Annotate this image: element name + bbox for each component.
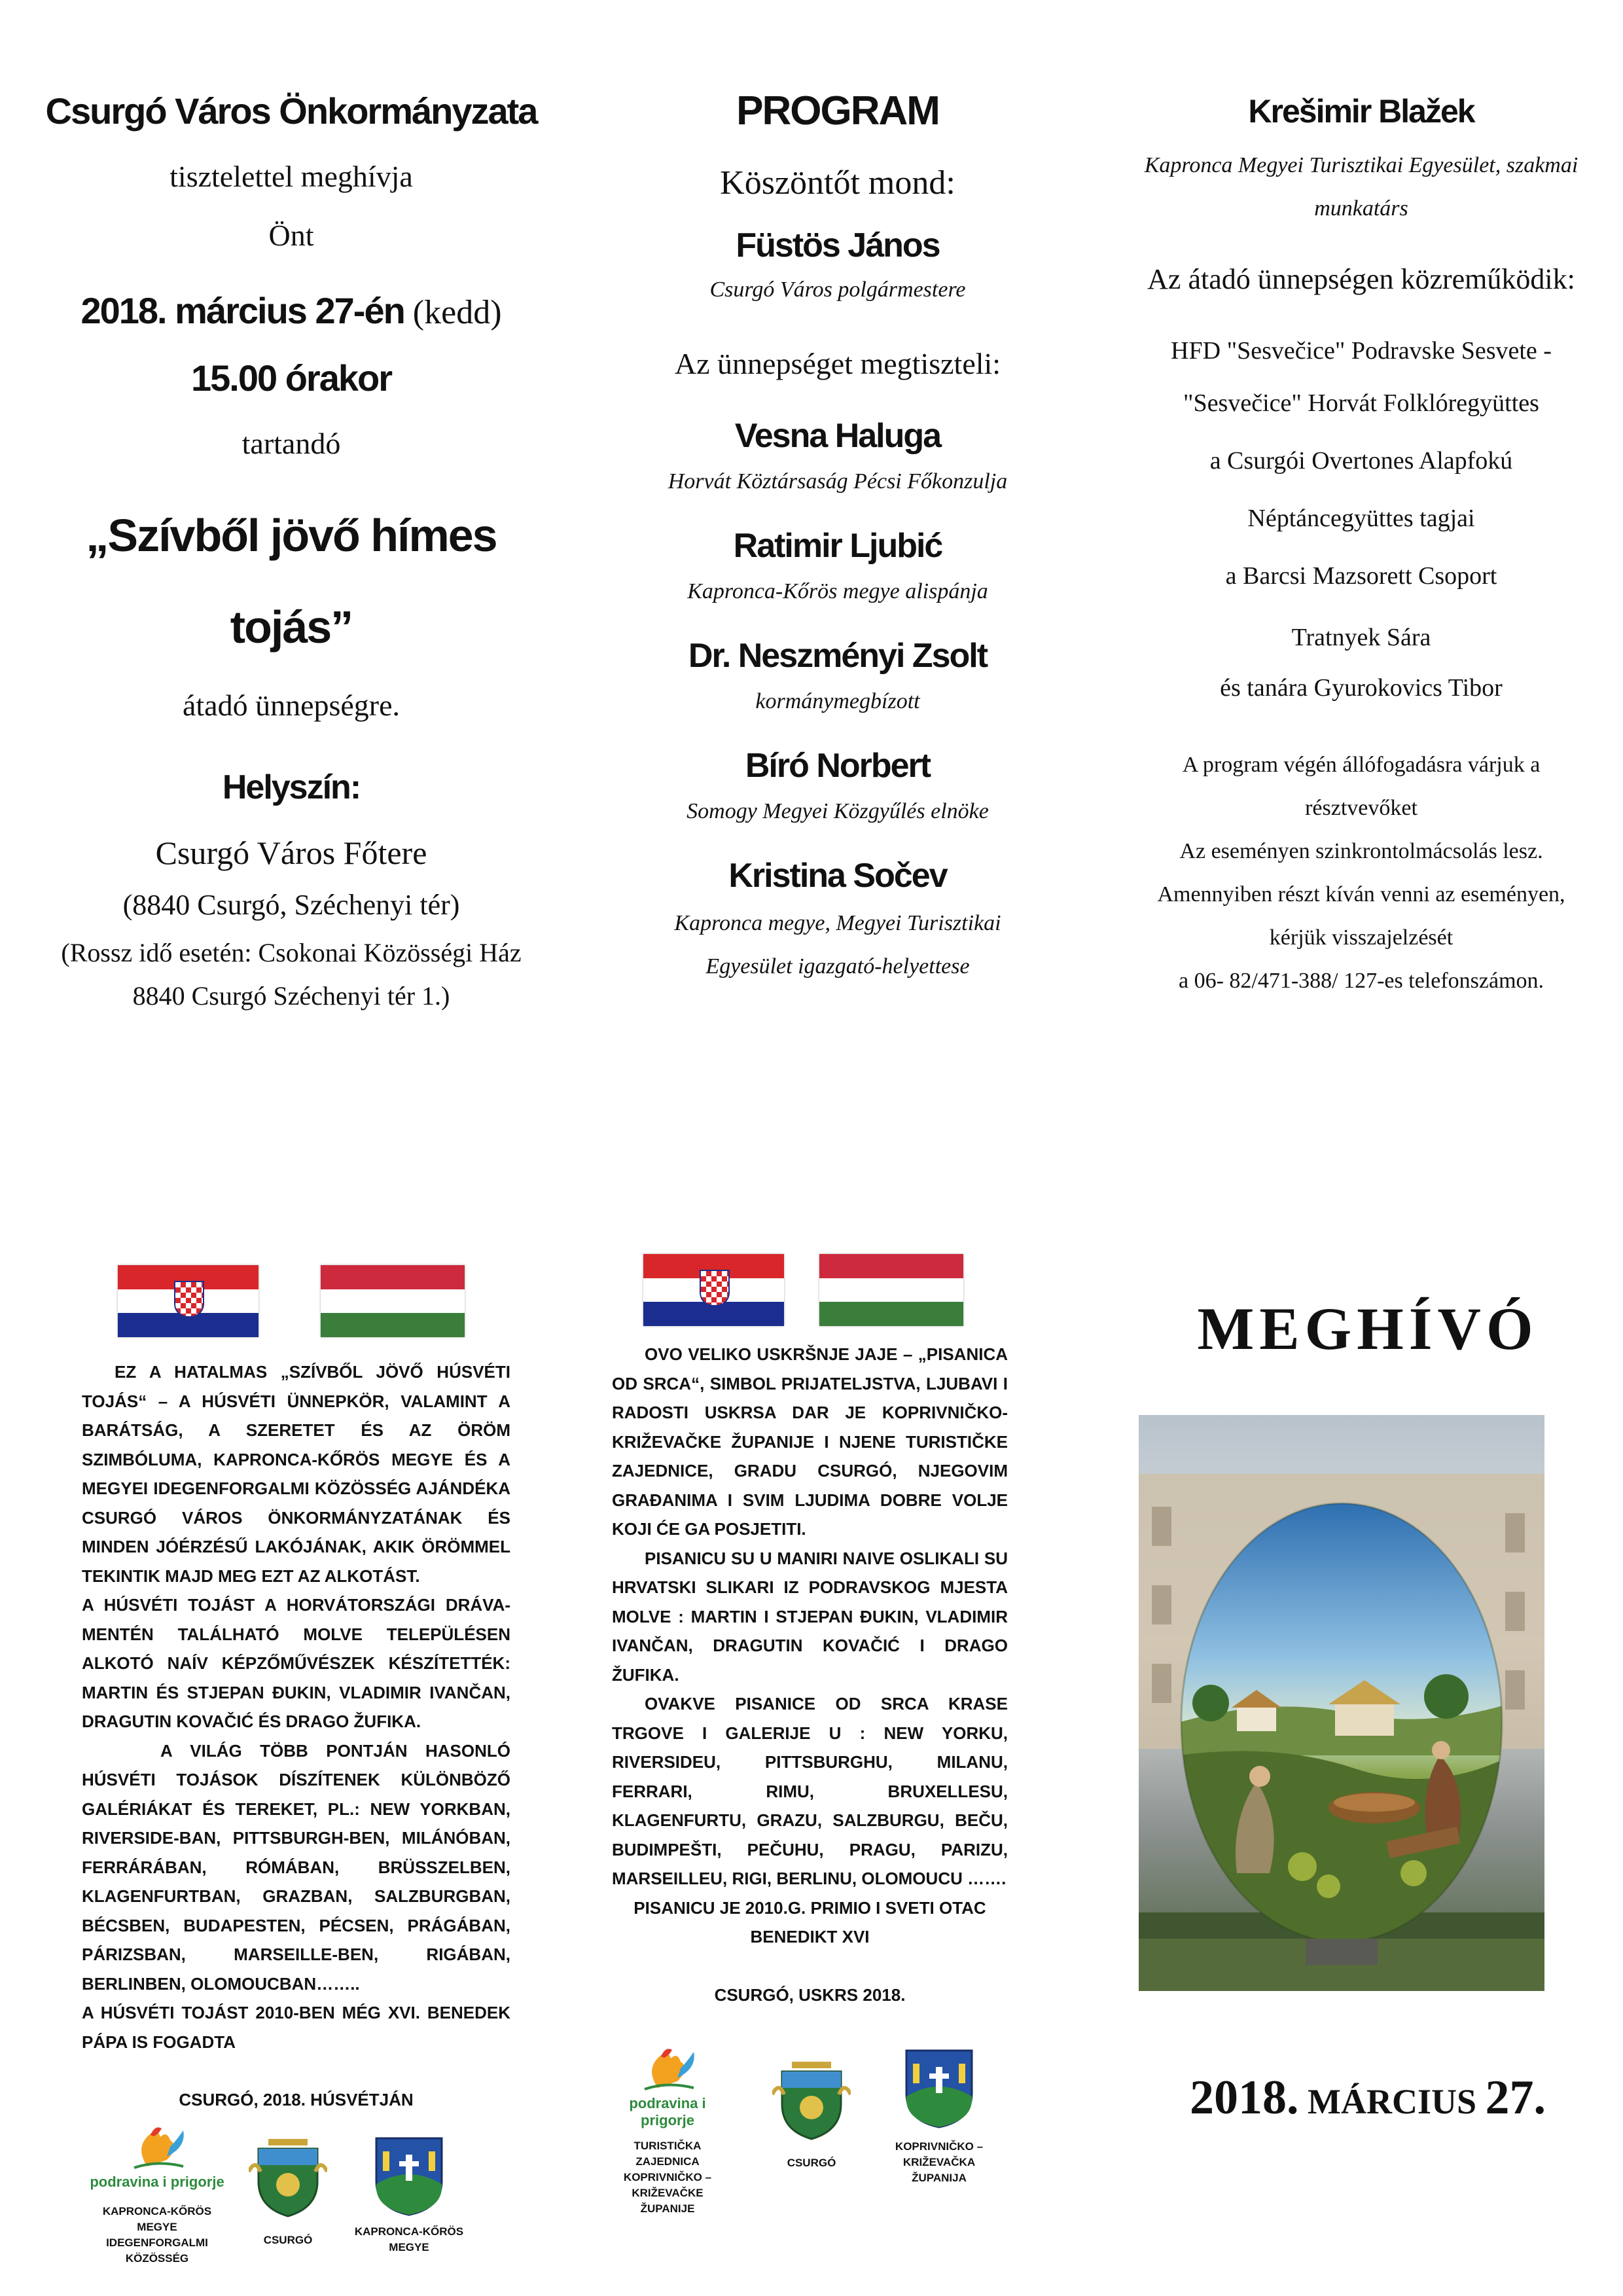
guest-role: kormánymegbízott: [755, 689, 920, 713]
invite-addressee: Önt: [268, 219, 314, 252]
rain-venue-line-1: (Rossz idő esetén: Csokonai Közösségi Ház: [61, 938, 522, 967]
town-caption: CSURGÓ: [787, 2157, 836, 2169]
tourism-brand-text: podravina i prigorje: [90, 2174, 224, 2190]
contributor-item: és tanára Gyurokovics Tibor: [1220, 674, 1503, 702]
venue-address: (8840 Csurgó, Széchenyi tér): [122, 889, 460, 921]
dedication-paragraph: OVO VELIKO USKRŠNJE JAJE – „PISANICA OD SRCA“, SIMBOL PRIJATELJSTVA, LJUBAVI I RADOSTI USKRSA DAR JE KOPRIVNIČKO-KRIŽEVAČKE ŽUPANIJE I NJENE TURISTIČKE ZAJEDNICE, GRADU CSURGÓ, NJEGOVIM GRAĐANIMA I SVIM LJUDIMA DOBRE VOLJE KOJI ĆE GA POSJETITI.: [612, 1344, 1008, 1539]
csurgo-crest-icon: [249, 2132, 327, 2217]
county-crest-icon: [903, 2047, 975, 2129]
county-coat-of-arms: [880, 2047, 998, 2186]
event-title-line-1: „Szívből jövő hímes: [86, 510, 497, 561]
rain-venue-line-2: 8840 Csurgó Széchenyi tér 1.): [132, 981, 450, 1011]
csurgo-coat-of-arms: [245, 2132, 330, 2248]
greeting-speaker: Füstös János: [736, 226, 940, 264]
contributor-item: Néptáncegyüttes tagjai: [1247, 505, 1475, 532]
note-line: a 06- 82/471-388/ 127-es telefonszámon.: [1178, 969, 1544, 993]
guest-role-continued: Egyesület igazgató-helyettese: [705, 954, 970, 978]
county-crest-icon: [373, 2135, 445, 2217]
guest-role: Somogy Megyei Közgyűlés elnöke: [687, 799, 989, 823]
event-intro: tartandó: [241, 427, 341, 460]
guest-name: Dr. Neszményi Zsolt: [688, 637, 988, 675]
tourism-board-logo: [85, 2121, 229, 2267]
tourism-board-logo: [602, 2042, 733, 2217]
venue-heading: Helyszín:: [222, 768, 361, 806]
guest-item: [576, 520, 1099, 611]
contributors-heading: Az átadó ünnepségen közreműködik:: [1147, 263, 1575, 295]
easter-egg-illustration: [1139, 1415, 1544, 1991]
rooster-icon: [632, 2042, 704, 2094]
cover-date-month: MÁRCIUS: [1298, 2082, 1486, 2121]
cover-date-day: 27.: [1485, 2071, 1546, 2125]
greeting-label: Köszöntőt mond:: [720, 164, 955, 202]
guest-name: Bíró Norbert: [745, 747, 931, 785]
dedication-paragraph: PISANICU SU U MANIRI NAIVE OSLIKALI SU HRVATSKI SLIKARI IZ PODRAVSKOG MJESTA MOLVE : MARTIN I STJEPAN ĐUKIN, VLADIMIR IVANČAN, DRAGUTIN KOVAČIĆ I DRAGO ŽUFIKA.: [612, 1548, 1008, 1685]
dedication-paragraph: PISANICU JE 2010.G. PRIMIO I SVETI OTAC BENEDIKT XVI: [633, 1897, 986, 1946]
contributor-item: HFD "Sesvečice" Podravske Sesvete -: [1171, 337, 1552, 365]
guest-role: Kapronca megye, Megyei Turisztikai: [674, 911, 1001, 935]
contributor-item: Tratnyek Sára: [1291, 624, 1431, 651]
cover-date: [1132, 2068, 1603, 2140]
contributor-item: a Csurgói Overtones Alapfokú: [1209, 447, 1513, 475]
cover-date-year: 2018.: [1189, 2071, 1299, 2125]
guest-item: [576, 410, 1099, 501]
csurgo-coat-of-arms: [769, 2055, 854, 2171]
town-caption: CSURGÓ: [263, 2234, 313, 2246]
event-date: [39, 275, 543, 349]
dedication-paragraph: EZ A HATALMAS „SZÍVBŐL JÖVŐ HÚSVÉTI TOJÁS“ – A HÚSVÉTI ÜNNEPKÖR, VALAMINT A BARÁTSÁG, A SZERETET ÉS AZ ÖRÖM SZIMBÓLUMA, KAPRONCA-KŐRÖS MEGYE ÉS A MEGYEI IDEGENFORGALMI KÖZÖSSÉG AJÁNDÉKA CSURGÓ VÁROS ÖNKORMÁNYZATÁNAK ÉS MINDEN JÓÉRZÉSŰ LAKÓJÁNAK, AKIK ÖRÖMMEL TEKINTIK MAJD MEG EZT AZ ALKOTÁST.: [82, 1362, 510, 1586]
contributor-item: a Barcsi Mazsorett Csoport: [1225, 562, 1497, 590]
croatian-flag: [643, 1254, 784, 1326]
tourism-board-caption: TURISTIČKA ZAJEDNICA KOPRIVNIČKO – KRIŽEVAČKE ŽUPANIJE: [623, 2140, 712, 2215]
dedication-signature: CSURGÓ, 2018. HÚSVÉTJÁN: [179, 2090, 414, 2109]
guest-role: Kapronca-Kőrös megye alispánja: [687, 579, 988, 603]
dedication-paragraph: A VILÁG TÖBB PONTJÁN HASONLÓ HÚSVÉTI TOJÁSOK DÍSZÍTENEK KÜLÖNBÖZŐ GALÉRIÁKAT ÉS TEREKET, PL.: NEW YORKBAN, RIVERSIDE-BAN, PITTSBURGH-BEN, MILÁNÓBAN, FERRÁRÁBAN, RÓMÁBAN, BRÜSSZELBEN, KLAGENFURTBAN, GRAZBAN, SALZBURGBAN, BÉCSBEN, BUDAPESTEN, PÉCSEN, PRÁGÁBAN, PÁRIZSBAN, MARSEILLE-BEN, RIGÁBAN, BERLINBEN, OLOMOUCBAN……..: [82, 1740, 510, 1994]
note-line: résztvevőket: [1305, 796, 1418, 820]
guest-name: Ratimir Ljubić: [733, 527, 942, 565]
croatian-flag: [118, 1265, 259, 1337]
contributors-column: [1126, 79, 1597, 1003]
county-caption: KOPRIVNIČKO – KRIŽEVAČKA ŽUPANIJA: [895, 2140, 984, 2184]
staff-role-line-2: munkatárs: [1314, 196, 1408, 221]
tourism-board-caption: KAPRONCA-KŐRÖS MEGYE IDEGENFORGALMI KÖZÖSSÉG: [102, 2205, 212, 2265]
event-title-line-2: tojás”: [230, 601, 353, 653]
event-time: 15.00 órakor: [191, 357, 391, 399]
note-line: Amennyiben részt kíván venni az eseményen,: [1157, 882, 1565, 906]
hungarian-flag: [819, 1254, 963, 1326]
program-column: [576, 79, 1099, 988]
guest-item: [576, 850, 1099, 988]
note-line: kérjük visszajelzését: [1269, 925, 1454, 950]
staff-role-line-1: Kapronca Megyei Turisztikai Egyesület, szakmai: [1144, 153, 1578, 177]
event-date-day: (kedd): [404, 294, 502, 331]
hungarian-flag: [321, 1265, 465, 1337]
croatian-coat-of-arms-icon: [700, 1270, 730, 1306]
croatian-coat-of-arms-icon: [174, 1281, 204, 1318]
dedication-paragraph: A HÚSVÉTI TOJÁST A HORVÁTORSZÁGI DRÁVA-MENTÉN TALÁLHATÓ MOLVE TELEPÜLÉSEN ALKOTÓ NAÍV KÉPZŐMŰVÉSZEK KÉSZÍTETTÉK: MARTIN ÉS STJEPAN ĐUKIN, VLADIMIR IVANČAN, DRAGUTIN KOVAČIĆ ÉS DRAGO ŽUFIKA.: [82, 1595, 510, 1731]
guest-role: Horvát Köztársaság Pécsi Főkonzulja: [668, 469, 1008, 493]
guest-item: [576, 630, 1099, 721]
cover-title: MEGHÍVÓ: [1197, 1295, 1539, 1362]
note-line: A program végén állófogadásra várjuk a: [1182, 753, 1541, 777]
county-caption: KAPRONCA-KŐRÖS MEGYE: [354, 2225, 464, 2253]
dedication-paragraph: A HÚSVÉTI TOJÁST 2010-BEN MÉG XVI. BENEDEK PÁPA IS FOGADTA: [82, 2003, 510, 2052]
csurgo-crest-icon: [772, 2055, 851, 2140]
contributor-item: "Sesvečice" Horvát Folklóregyüttes: [1183, 389, 1539, 417]
invite-line: tisztelettel meghívja: [169, 160, 413, 193]
program-heading: PROGRAM: [736, 88, 939, 134]
honor-label: Az ünnepséget megtiszteli:: [674, 347, 1001, 380]
guest-name: Vesna Haluga: [734, 417, 941, 455]
croatian-dedication-text: [612, 1340, 1008, 2009]
painted-easter-egg-photo: [1139, 1415, 1544, 1991]
dedication-signature: CSURGÓ, USKRS 2018.: [714, 1984, 906, 2005]
guest-name: Kristina Sočev: [728, 857, 947, 895]
staff-name: Krešimir Blažek: [1248, 93, 1474, 130]
venue-name: Csurgó Város Főtere: [155, 834, 427, 871]
guest-item: [576, 740, 1099, 831]
event-date-bold: 2018. március 27-én: [80, 290, 404, 331]
greeting-speaker-role: Csurgó Város polgármestere: [709, 278, 966, 302]
hungarian-dedication-text: [82, 1357, 510, 2115]
tourism-brand-text: podravina i prigorje: [629, 2095, 706, 2128]
dedication-paragraph: OVAKVE PISANICE OD SRCA KRASE TRGOVE I GALERIJE U : NEW YORKU, RIVERSIDEU, PITTSBURGHU, MILANU, FERRARI, RIMU, BRUXELLESU, KLAGENFURTU, GRAZU, SALZBURGU, BEČU, BUDIMPEŠTI, PEČUHU, PRAGU, PARIZU, MARSEILLEU, RIGI, BERLINU, OLOMOUCU …….: [612, 1694, 1008, 1888]
rooster-icon: [121, 2121, 193, 2173]
host-organization: Csurgó Város Önkormányzata: [45, 90, 537, 132]
event-type: átadó ünnepségre.: [182, 689, 401, 722]
county-coat-of-arms: [353, 2135, 465, 2255]
note-line: Az eseményen szinkrontolmácsolás lesz.: [1179, 839, 1543, 863]
invitation-column-host: [39, 79, 543, 1018]
